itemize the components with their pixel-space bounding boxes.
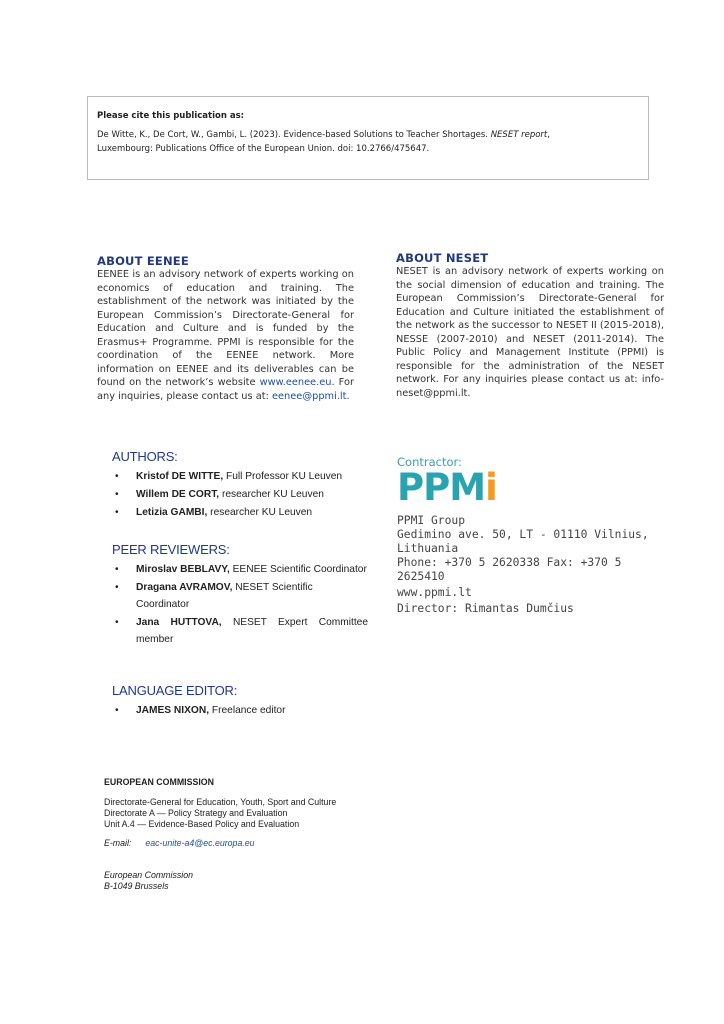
- reviewer-role: NESET Scientific Coordinator: [136, 582, 313, 610]
- about-eenee-body: EENEE is an advisory network of experts working on economics of education and training. The establishment of the network was initiated by the European Commission’s Directorate-General for Education and Culture and is funded by the Erasmus+ Programme. PPMI is responsible for the coordination of the EENEE network. More information on EENEE and its deliverables can be found on the network’s website: [97, 269, 354, 388]
- about-eenee-mid: . For any inquiries, please contact us at:: [97, 377, 354, 402]
- authors-list: [112, 468, 370, 521]
- about-eenee-heading: ABOUT EENEE: [97, 254, 189, 268]
- about-eenee: [97, 254, 354, 403]
- ec-directorate: Directorate A — Policy Strategy and Evaluation: [104, 808, 288, 818]
- ec-unit: Unit A.4 — Evidence-Based Policy and Evaluation: [104, 819, 300, 829]
- list-item: [112, 504, 370, 521]
- contractor-director: Director: Rimantas Dumčius: [397, 602, 574, 615]
- bullet-icon: •: [115, 617, 119, 628]
- author-role: Full Professor KU Leuven: [226, 471, 343, 482]
- list-item: [112, 561, 368, 578]
- peer-reviewers-section: [112, 542, 368, 649]
- bullet-icon: •: [115, 471, 119, 482]
- author-name: Willem DE CORT,: [136, 489, 220, 500]
- bullet-icon: •: [115, 582, 119, 593]
- ec-footer-name: European Commission: [104, 870, 193, 880]
- author-name: Kristof DE WITTE,: [136, 471, 224, 482]
- bullet-icon: •: [115, 705, 119, 716]
- contractor-address-line2: Lithuania: [397, 542, 459, 555]
- eenee-website-link[interactable]: www.eenee.eu: [259, 377, 332, 388]
- authors-heading: AUTHORS:: [112, 449, 178, 464]
- about-neset-text: NESET is an advisory network of experts working on the social dimension of education and training. The European Commission’s Directorate-General for Education and Culture initiated the establishment of the network as the successor to NESET II (2015-2018), NESSE (2007-2010) and NESET (2011-2014). The Public Policy and Management Institute (PPMI) is responsible for the administration of the NESET network. For any inquiries please contact us at: info-neset@ppmi.lt.: [396, 266, 664, 399]
- reviewer-name: Dragana AVRAMOV,: [136, 582, 233, 593]
- contractor-label: Contractor:: [397, 455, 462, 469]
- list-item: [112, 614, 368, 648]
- reviewer-name: Miroslav BEBLAVY,: [136, 564, 230, 575]
- language-editor-heading: LANGUAGE EDITOR:: [112, 683, 238, 698]
- contractor-website-link[interactable]: www.ppmi.lt: [397, 586, 472, 599]
- editor-name: JAMES NIXON,: [136, 705, 210, 716]
- contractor-address-line1: Gedimino ave. 50, LT - 01110 Vilnius,: [397, 528, 649, 541]
- list-item: [112, 702, 368, 719]
- language-editor-section: [112, 683, 368, 720]
- list-item: [112, 486, 370, 503]
- ec-email-row: [104, 838, 404, 849]
- contractor-details: [397, 514, 667, 616]
- ec-footer-address: B-1049 Brussels: [104, 881, 169, 891]
- citation-line2: Luxembourg: Publications Office of the European Union. doi: 10.2766/475647.: [97, 144, 430, 154]
- citation-line1: De Witte, K., De Cort, W., Gambi, L. (2023). Evidence-based Solutions to Teacher Shortages.: [97, 130, 491, 140]
- ec-email-label: E-mail:: [104, 838, 132, 848]
- european-commission-block: [104, 777, 404, 892]
- editor-role: Freelance editor: [211, 705, 286, 716]
- reviewer-role: EENEE Scientific Coordinator: [232, 564, 367, 575]
- citation-comma: ,: [547, 130, 550, 140]
- citation-text: [97, 128, 639, 156]
- citation-heading: Please cite this publication as:: [97, 111, 245, 121]
- list-item: [112, 468, 370, 485]
- bullet-icon: •: [115, 507, 119, 518]
- author-name: Letizia GAMBI,: [136, 507, 208, 518]
- bullet-icon: •: [115, 564, 119, 575]
- reviewer-name: Jana HUTTOVA,: [136, 617, 222, 628]
- bullet-icon: •: [115, 489, 119, 500]
- reviewer-role: NESET Expert Committee member: [136, 617, 368, 645]
- contractor-phone-line1: Phone: +370 5 2620338 Fax: +370 5: [397, 556, 622, 569]
- peer-reviewers-list: [112, 561, 368, 648]
- ppmi-logo: PPMi: [397, 466, 497, 509]
- ec-email-link[interactable]: eac-unite-a4@ec.europa.eu: [145, 838, 255, 848]
- ppmi-logo-i: i: [485, 466, 497, 509]
- peer-reviewers-heading: PEER REVIEWERS:: [112, 542, 230, 557]
- authors-section: [112, 449, 370, 522]
- contractor-section: [397, 455, 667, 616]
- about-eenee-end: .: [346, 390, 350, 402]
- language-editor-list: [112, 702, 368, 719]
- list-item: [112, 579, 368, 613]
- author-role: researcher KU Leuven: [210, 507, 313, 518]
- eenee-email-link[interactable]: eenee@ppmi.lt: [272, 390, 347, 402]
- citation-box: [87, 96, 649, 180]
- ec-directorate-general: Directorate-General for Education, Youth, Sport and Culture: [104, 797, 337, 807]
- about-eenee-text: [97, 268, 354, 403]
- author-role: researcher KU Leuven: [221, 489, 324, 500]
- ec-heading: EUROPEAN COMMISSION: [104, 777, 214, 787]
- contractor-name: PPMI Group: [397, 514, 466, 527]
- citation-report-type: NESET report: [490, 130, 548, 140]
- about-neset-heading: ABOUT NESET: [396, 251, 489, 265]
- about-neset: [396, 251, 664, 400]
- contractor-phone-line2: 2625410: [397, 570, 445, 583]
